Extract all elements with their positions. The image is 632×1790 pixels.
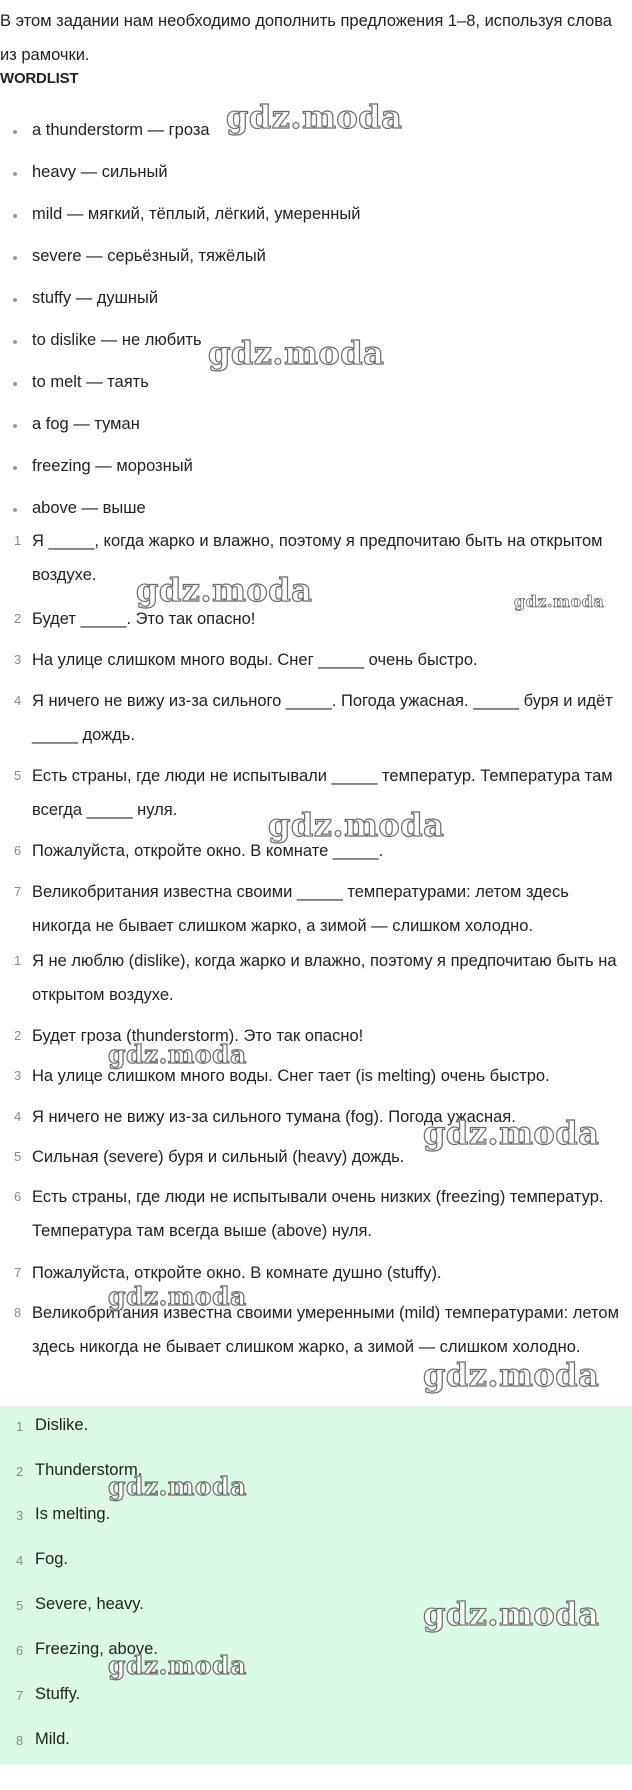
translation-item: 6 Есть страны, где люди не испытывали очень низких (freezing) температур. Температура там всегда выше (above) нуля. — [14, 1188, 604, 1240]
bullet-icon — [13, 466, 17, 470]
task-item: 7 Великобритания известна своими _____ температурами: летом здесь никогда не бывает слишком жарко, а зимой — слишком холодно. — [14, 883, 569, 935]
bullet-icon — [13, 508, 17, 512]
wordlist-title: WORDLIST — [0, 70, 79, 87]
watermark: gdz.moda — [423, 1114, 600, 1152]
task-item: 6 Пожалуйста, откройте окно. В комнате _____. — [14, 842, 384, 860]
watermark: gdz.moda — [423, 1356, 600, 1394]
task-item: 4 Я ничего не вижу из-за сильного _____. Погода ужасная. _____ буря и идёт _____ дождь. — [14, 692, 613, 744]
watermark: gdz.moda — [514, 592, 605, 611]
bullet-icon — [13, 382, 17, 386]
translation-item: 4 Я ничего не вижу из-за сильного тумана (fog). Погода ужасная. — [14, 1108, 516, 1126]
translation-item: 8 Великобритания известна своими умеренными (mild) температурами: летом здесь никогда не бывает слишком жарко, а зимой — слишком холодно. — [14, 1304, 619, 1356]
bullet-icon — [13, 424, 17, 428]
answer-block: 1 Dislike. 2 Thunderstorm. 3 Is melting. 4 Fog. 5 Severe, heavy. 6 Freezing, above. 7 Stuffy. 8 Mild. — [0, 1406, 632, 1764]
bullet-icon — [13, 214, 17, 218]
translation-item: 7 Пожалуйста, откройте окно. В комнате душно (stuffy). — [14, 1264, 442, 1282]
watermark: gdz.moda — [208, 334, 385, 372]
bullet-icon — [13, 172, 17, 176]
bullet-icon — [13, 298, 17, 302]
page: В этом задании нам необходимо дополнить предложения 1–8, используя слова из рамочки. WORDLIST a thunderstorm — гроза heavy — сильный mild — мягкий, тёплый, лёгкий, умеренный severe — серьёзный, тяжёлый stuffy — душный to dislike — не любить to melt — таять a fog — туман freezing — морозный above — выше 1 Я _____, когда жарко и влажно, поэтому я предпочитаю быть на открытом воздухе. 2 Будет _____. Это так опасно! 3 На улице слишком много воды. Снег _____ очень быстро. 4 Я ничего не вижу из-за сильного _____. Погода ужасная. _____ буря и идёт _____ дождь. 5 Есть страны, где люди не испытывали _____ температур. Температура там всегда _____ нуля. 6 Пожалуйста, откройте окно. В комнате _____. 7 Великобритания известна своими _____ температурами: летом здесь никогда не бывает слишком жарко, а зимой — слишком холодно. 1 Я не люблю (dislike), когда жарко и влажно, поэтому я предпочитаю быть на открытом воздухе. 2 Будет гроза (thunderstorm). Это так опасно! 3 На улице слишком много воды. Снег тает (is melting) очень быстро. 4 Я ничего не вижу из-за сильного тумана (fog). Погода ужасная. 5 Сильная (severe) буря и сильный (heavy) дождь. 6 Есть страны, где люди не испытывали очень низких (freezing) температур. Температура там всегда выше (above) нуля. 7 Пожалуйста, откройте окно. В комнате душно (stuffy). 8 Великобритания известна своими умеренными (mild) температурами: летом здесь никогда не бывает слишком жарко, а зимой — слишком холодно. 1 Dislike. 2 Thunderstorm. 3 Is melting. 4 Fog. 5 Severe, heavy. 6 Freezing, above. 7 Stuffy. 8 Mild. gdz.moda gdz.moda gdz.moda gdz.moda gdz.moda gdz.moda gdz.moda gdz.moda gdz.moda gdz.moda gdz.moda gdz.moda — [0, 0, 632, 1790]
task-item: 2 Будет _____. Это так опасно! — [14, 610, 256, 628]
watermark: gdz.moda — [108, 1282, 247, 1311]
task-item: 1 Я _____, когда жарко и влажно, поэтому я предпочитаю быть на открытом воздухе. — [14, 532, 603, 584]
translation-item: 2 Будет гроза (thunderstorm). Это так опасно! — [14, 1027, 364, 1045]
watermark: gdz.moda — [108, 1040, 247, 1069]
watermark: gdz.moda — [226, 98, 403, 136]
watermark: gdz.moda — [108, 1651, 247, 1680]
bullet-icon — [13, 340, 17, 344]
watermark: gdz.moda — [108, 1472, 247, 1501]
task-item: 3 На улице слишком много воды. Снег _____ очень быстро. — [14, 651, 478, 669]
translation-item: 1 Я не люблю (dislike), когда жарко и влажно, поэтому я предпочитаю быть на открытом воздухе. — [14, 952, 617, 1004]
translation-item: 3 На улице слишком много воды. Снег тает (is melting) очень быстро. — [14, 1067, 550, 1085]
task-item: 5 Есть страны, где люди не испытывали _____ температур. Температура там всегда _____ нуля. — [14, 767, 613, 819]
translation-item: 5 Сильная (severe) буря и сильный (heavy) дождь. — [14, 1148, 405, 1166]
bullet-icon — [13, 256, 17, 260]
bullet-icon — [13, 130, 17, 134]
intro-text: В этом задании нам необходимо дополнить предложения 1–8, используя слова из рамочки. — [0, 12, 612, 64]
watermark: gdz.moda — [423, 1595, 600, 1633]
watermark: gdz.moda — [136, 571, 313, 609]
watermark: gdz.moda — [268, 806, 445, 844]
